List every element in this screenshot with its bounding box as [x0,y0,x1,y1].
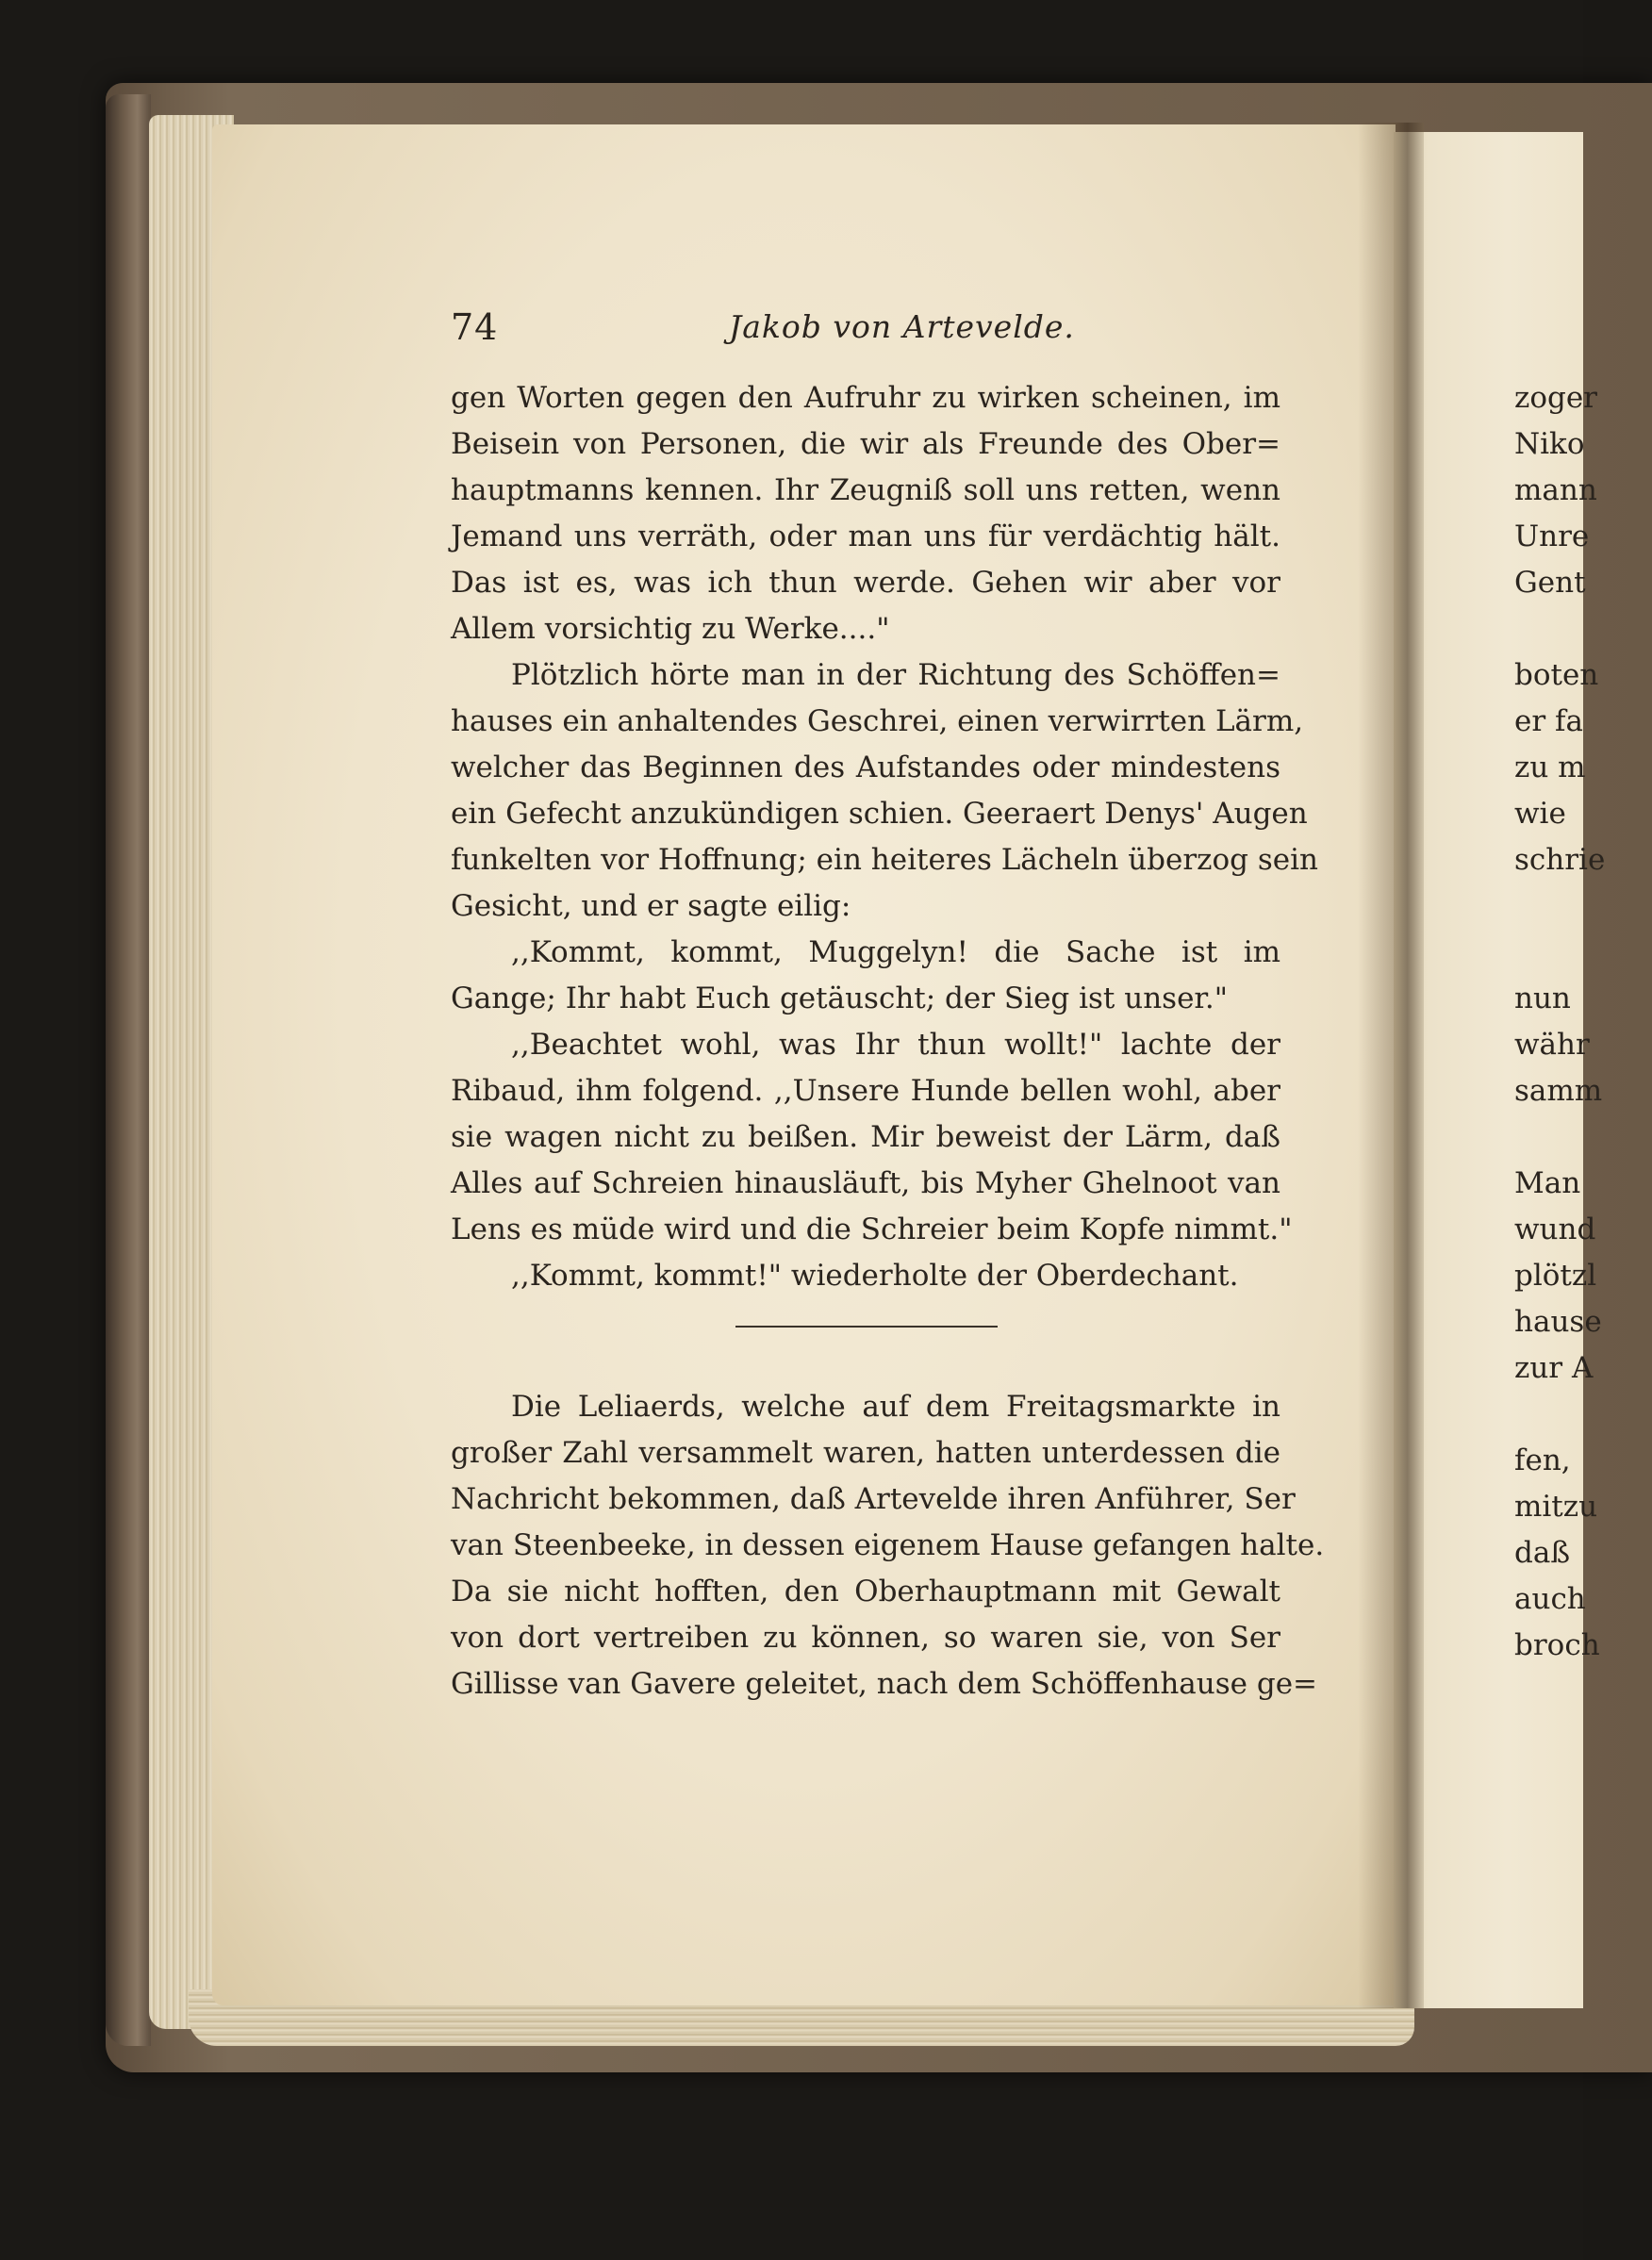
right-page-fragment: auch [1514,1582,1586,1616]
right-page-fragment [1514,606,1583,652]
right-page-fragment: zoger [1514,381,1598,415]
text-line: hauptmanns kennen. Ihr Zeugniß soll uns retten, wenn [451,473,1280,507]
running-title: Jakob von Artevelde. [729,308,1075,345]
text-line: Alles auf Schreien hinausläuft, bis Myher Ghelnoot van [451,1166,1280,1200]
text-line: Beisein von Personen, die wir als Freunde des Ober= [451,427,1280,461]
text-line: Plötzlich hörte man in der Richtung des Schöffen= [511,658,1280,692]
text-line: Gillisse van Gavere geleitet, nach dem Schöffenhause ge= [451,1667,1318,1701]
right-page-fragment [1514,1392,1583,1438]
right-page-fragment: boten [1514,658,1599,692]
book-spine-edge [106,94,151,2046]
text-line: Das ist es, was ich thun werde. Gehen wir aber vor [451,566,1280,600]
right-page-fragment: broch [1514,1628,1600,1662]
right-page-fragment: Unre [1514,520,1590,553]
right-page-fragment: mann [1514,473,1597,507]
separator-rule [735,1326,998,1328]
text-line: Lens es müde wird und die Schreier beim Kopfe nimmt." [451,1212,1293,1246]
text-line: großer Zahl versammelt waren, hatten unterdessen die [451,1436,1280,1470]
right-page-fragment: Man [1514,1166,1581,1200]
text-line: sie wagen nicht zu beißen. Mir beweist der Lärm, daß [451,1120,1280,1154]
text-line: ,,Kommt, kommt, Muggelyn! die Sache ist im [511,935,1280,969]
right-page-fragment: währ [1514,1028,1590,1062]
right-page-fragment [1514,883,1583,930]
text-line: Da sie nicht hofften, den Oberhauptmann mit Gewalt [451,1575,1280,1608]
right-page-fragment: nun [1514,982,1571,1015]
page-number: 74 [451,306,499,348]
text-line: ein Gefecht anzukündigen schien. Geeraert Denys' Augen [451,797,1308,831]
right-page-fragment: plötzl [1514,1259,1597,1293]
text-line: Ribaud, ihm folgend. ,,Unsere Hunde bellen wohl, aber [451,1074,1280,1108]
text-line: Jemand uns verräth, oder man uns für verdächtig hält. [451,520,1280,553]
right-page-fragment [1514,1114,1583,1161]
text-line: Die Leliaerds, welche auf dem Freitagsmarkte in [511,1390,1280,1424]
text-line: van Steenbeeke, in dessen eigenem Hause gefangen halte. [451,1528,1325,1562]
text-line: welcher das Beginnen des Aufstandes oder mindestens [451,751,1280,784]
right-page-fragment: mitzu [1514,1490,1598,1524]
section-separator [451,1299,1280,1348]
text-line: funkelten vor Hoffnung; ein heiteres Lächeln überzog sein [451,843,1318,877]
left-page-text [451,375,1325,1707]
text-line: hauses ein anhaltendes Geschrei, einen verwirrten Lärm, [451,704,1304,738]
right-page-text-fragments [1514,375,1606,1669]
right-page-fragment: samm [1514,1074,1603,1108]
text-line: Allem vorsichtig zu Werke...." [451,612,890,646]
right-page-fragment: zur A [1514,1351,1594,1385]
running-head [451,306,1280,354]
right-page-fragment: er fa [1514,704,1583,738]
right-page-fragment: fen, [1514,1443,1571,1477]
text-line: Gange; Ihr habt Euch getäuscht; der Sieg ist unser." [451,982,1228,1015]
right-page-fragment: Niko [1514,427,1585,461]
text-line: von dort vertreiben zu können, so waren sie, von Ser [451,1621,1280,1655]
text-line: Nachricht bekommen, daß Artevelde ihren Anführer, Ser [451,1482,1296,1516]
text-line: ,,Beachtet wohl, was Ihr thun wollt!" lachte der [511,1028,1280,1062]
right-page-fragment [1514,930,1583,976]
text-line: gen Worten gegen den Aufruhr zu wirken scheinen, im [451,381,1280,415]
book-gutter [1358,123,1424,2008]
right-page-fragment: Gent [1514,566,1586,600]
section-gap [451,1348,1280,1384]
right-page-fragment: zu m [1514,751,1586,784]
right-page-fragment: wie [1514,797,1566,831]
right-page-fragment: schrie [1514,843,1606,877]
right-page-fragment: wund [1514,1212,1596,1246]
right-page-fragment: hause [1514,1305,1602,1339]
text-line: Gesicht, und er sagte eilig: [451,889,851,923]
right-page-fragment: daß [1514,1536,1571,1570]
text-line: ,,Kommt, kommt!" wiederholte der Oberdechant. [511,1259,1239,1293]
